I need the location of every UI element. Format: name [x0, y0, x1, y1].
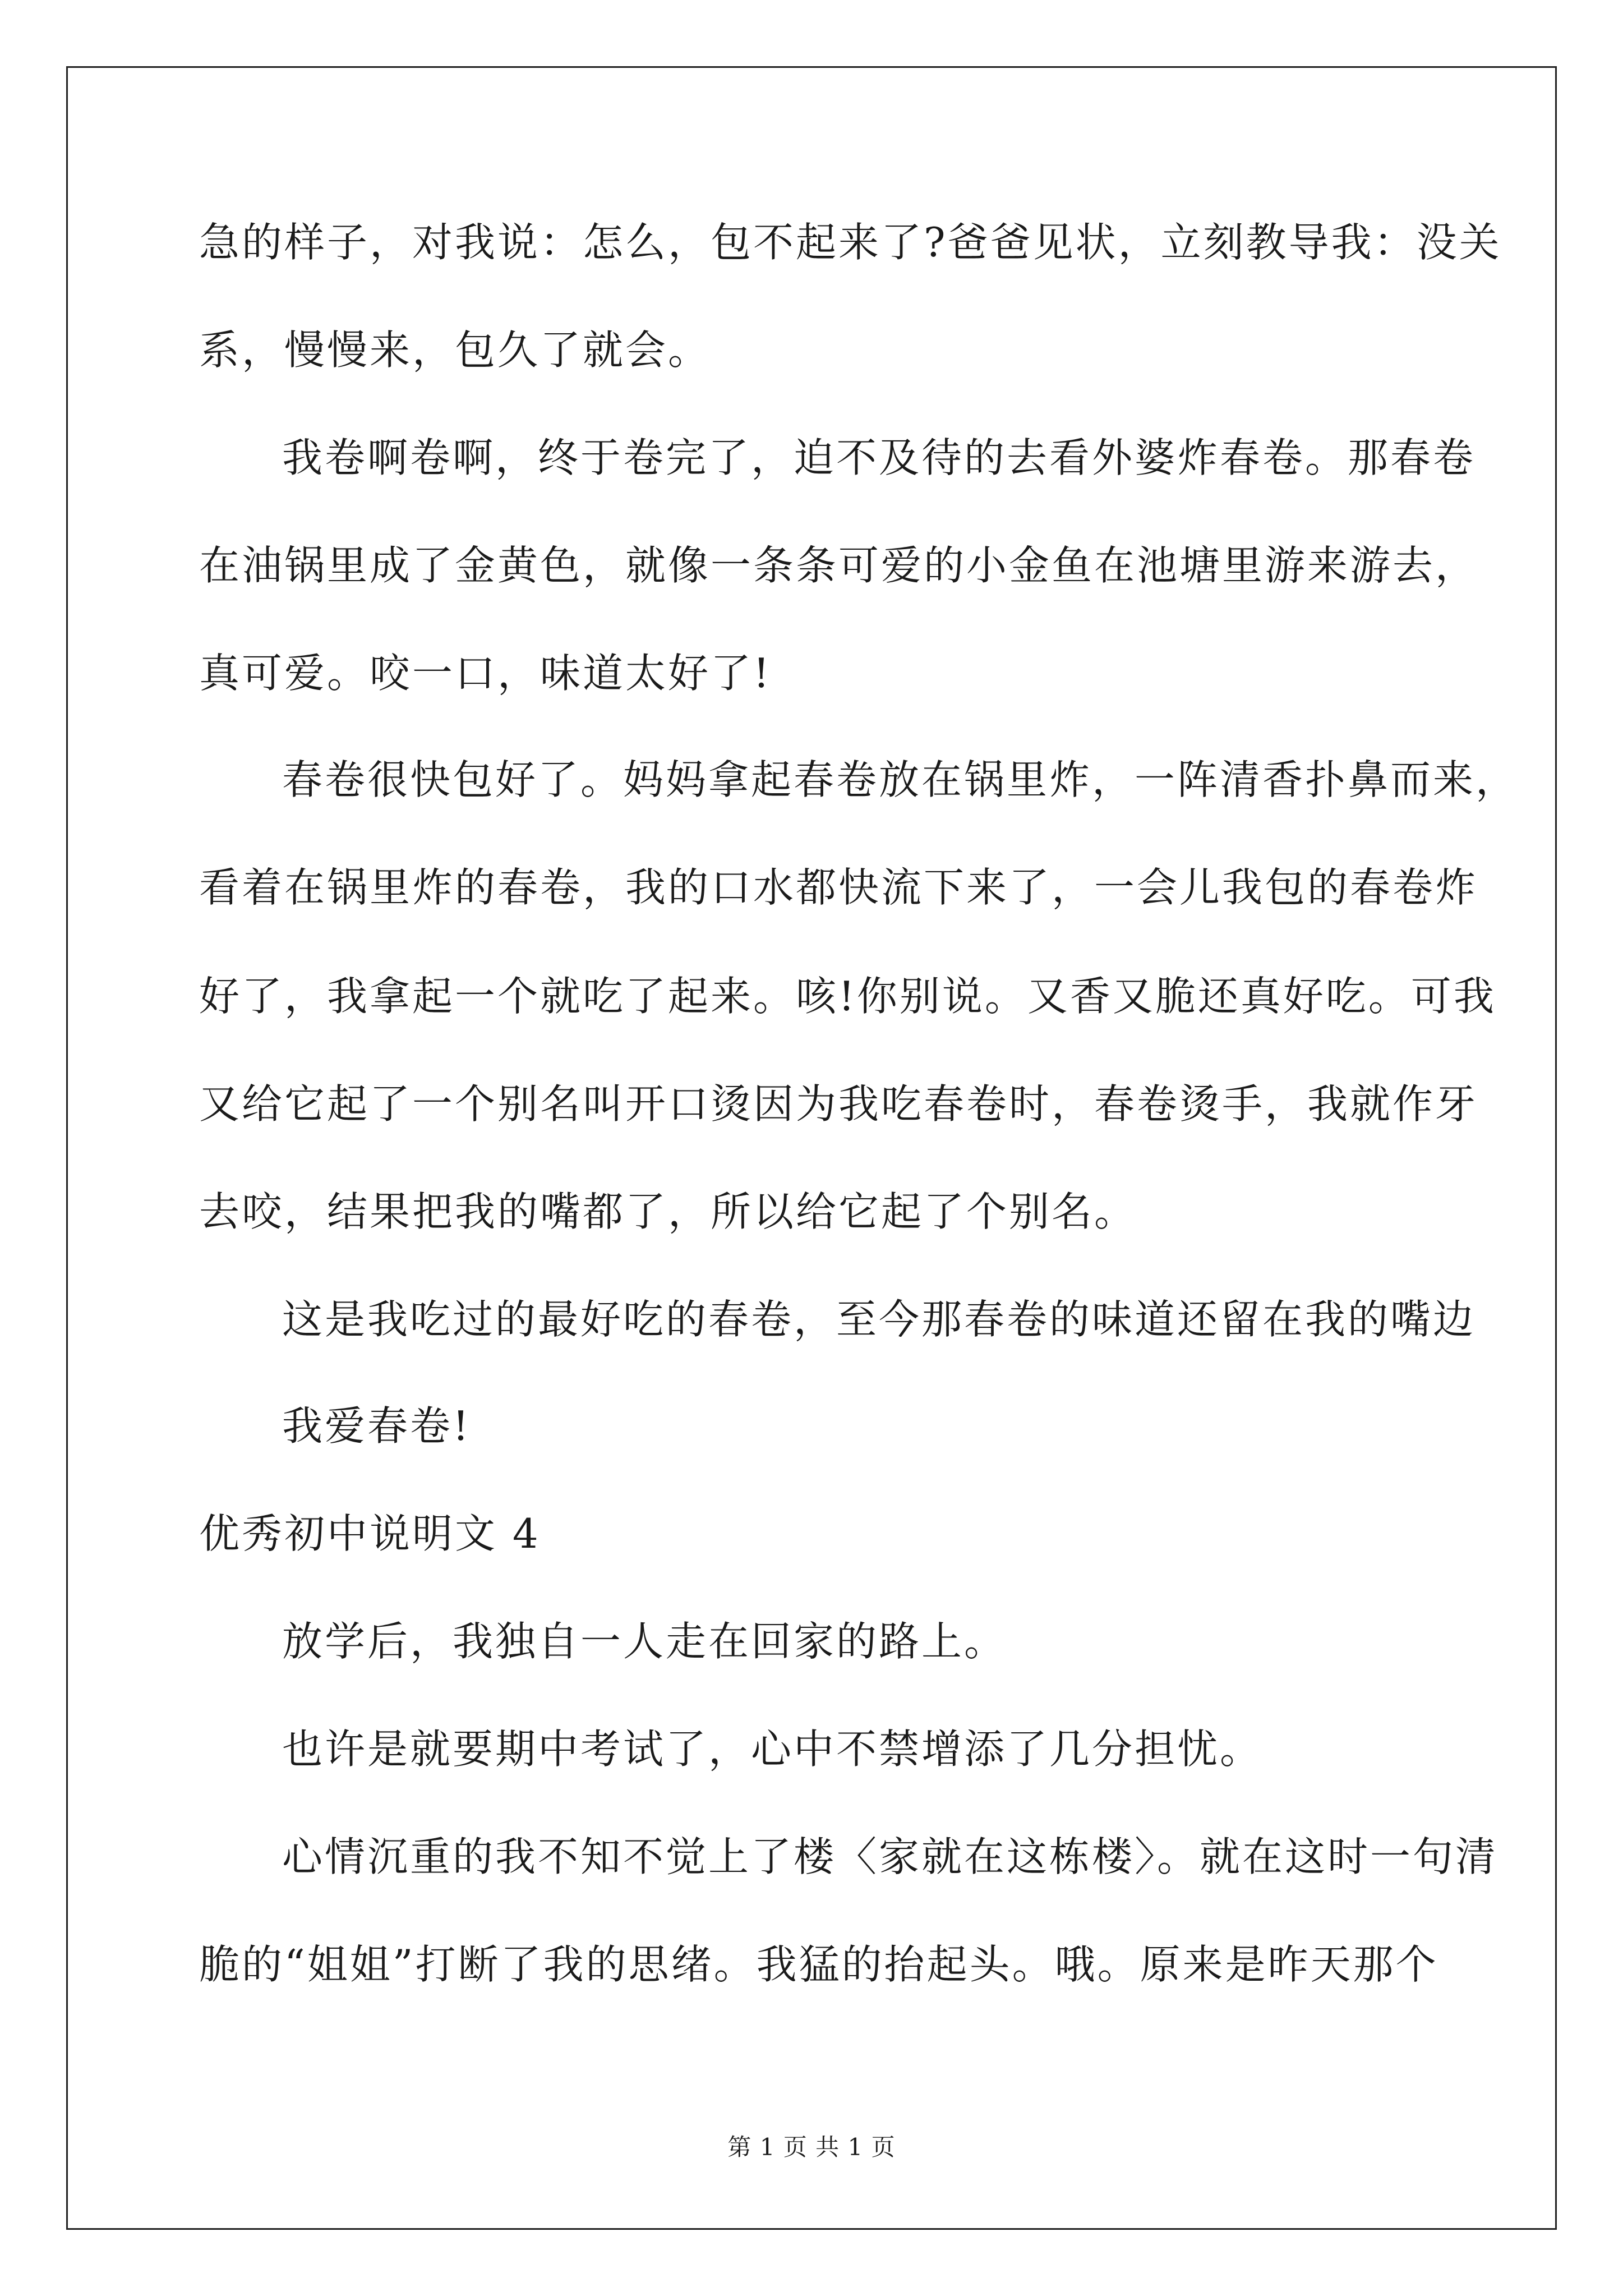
page-number-footer: 第 1 页 共 1 页: [727, 2133, 896, 2161]
text-line: 去咬，结果把我的嘴都了，所以给它起了个别名。: [199, 1188, 1137, 1235]
text-line: 真可爱。咬一口，味道太好了!: [199, 650, 772, 697]
text-line: 脆的“姐姐”打断了我的思绪。我猛的抬起头。哦。原来是昨天那个: [199, 1941, 1438, 1988]
text-line: 系，慢慢来，包久了就会。: [199, 326, 711, 374]
paragraph-start-line: 心情沉重的我不知不觉上了楼〈家就在这栋楼〉。就在这时一句清: [282, 1833, 1498, 1880]
text-line: 看着在锅里炸的春卷，我的口水都快流下来了，一会儿我包的春卷炸: [199, 864, 1478, 911]
paragraph-start-line: 这是我吃过的最好吃的春卷，至今那春卷的味道还留在我的嘴边: [282, 1296, 1476, 1343]
text-line: 又给它起了一个别名叫开口烫因为我吃春卷时，春卷烫手，我就作牙: [199, 1080, 1478, 1128]
text-line: 在油锅里成了金黄色，就像一条条可爱的小金鱼在池塘里游来游去，: [199, 542, 1478, 589]
text-line: 急的样子，对我说：怎么，包不起来了?爸爸见状，立刻教导我：没关: [199, 219, 1502, 266]
paragraph-start-line: 我爱春卷!: [282, 1402, 471, 1450]
paragraph-start-line: 也许是就要期中考试了，心中不禁增添了几分担忧。: [282, 1726, 1263, 1773]
page-border: [66, 66, 1557, 2230]
paragraph-start-line: 放学后，我独自一人走在回家的路上。: [282, 1618, 1007, 1665]
paragraph-start-line: 春卷很快包好了。妈妈拿起春卷放在锅里炸，一阵清香扑鼻而来，: [282, 756, 1519, 803]
text-line: 好了，我拿起一个就吃了起来。咳!你别说。又香又脆还真好吃。可我: [199, 973, 1496, 1020]
section-heading: 优秀初中说明文 4: [199, 1510, 541, 1557]
paragraph-start-line: 我卷啊卷啊，终于卷完了，迫不及待的去看外婆炸春卷。那春卷: [282, 434, 1476, 481]
